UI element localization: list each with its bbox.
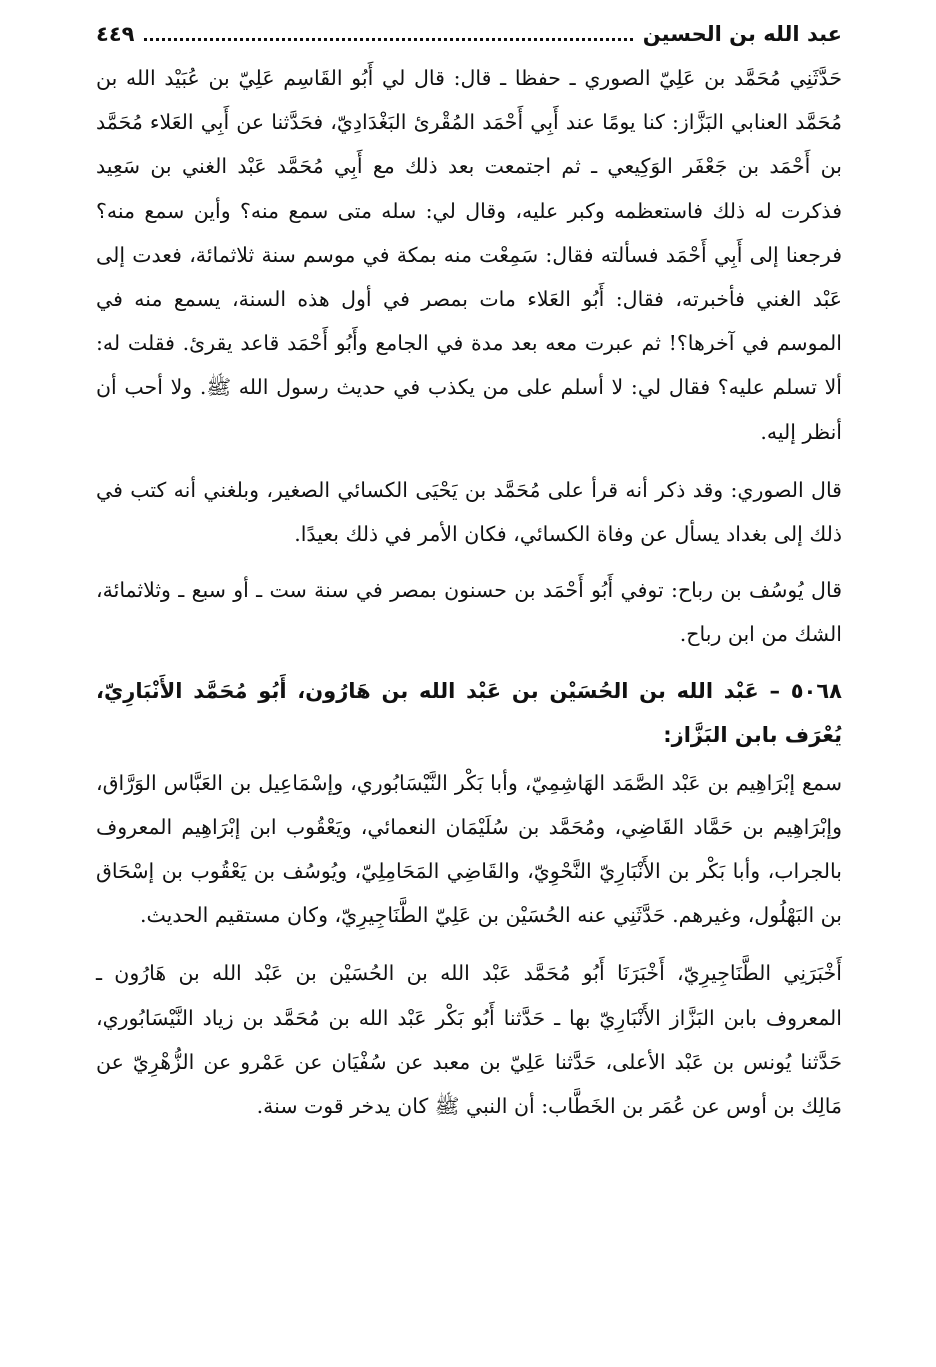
paragraph-yusuf-death-date: قال يُوسُف بن رباح: توفي أَبُو أَحْمَد بن حسنون بمصر في سنة ست ـ أو سبع ـ وثلاثمائة، الشك من ابن رباح.: [96, 578, 842, 647]
paragraph-hadith-isnad: أَخْبَرَنِي الطَّنَاجِيرِيّ، أَخْبَرَنَا أَبُو مُحَمَّد عَبْد الله بن الحُسَيْن بن عَبْد الله بن هَارُون ـ المعروف بابن البَزَّاز الأَنْبَارِيّ بها ـ حَدَّثنا أَبُو بَكْر عَبْد الله بن مُحَمَّد بن زياد النَّيْسَابُوري، حَدَّثنا يُونس بن عَبْد الأعلى، حَدَّثنا عَلِيّ بن معبد عن سُفْيَان عن عَمْرو عن الزُّهْرِيّ عن مَالِك بن أوس عن عُمَر بن الخَطَّاب: أن النبي ﷺ كان يدخر قوت سنة.: [96, 961, 842, 1119]
page-number: ٤٤٩: [96, 22, 135, 46]
entry-heading-5068: ٥٠٦٨ – عَبْد الله بن الحُسَيْن بن عَبْد الله بن هَارُون، أَبُو مُحَمَّد الأَنْبَارِيّ، يُعْرَف بابن البَزَّاز:: [96, 678, 842, 747]
running-header: [96, 14, 842, 54]
header-title: عبد الله بن الحسين: [642, 22, 842, 46]
paragraph-sury-narration: حَدَّثَنِي مُحَمَّد بن عَلِيّ الصوري ـ حفظا ـ قال: قال لي أَبُو القَاسِم عَلِيّ بن عُبَيْد الله بن مُحَمَّد العنابي البَزَّاز: كنا يومًا عند أَبِي أَحْمَد المُقْرئ البَغْدَادِيّ، فحَدَّثنا عن أَبِي العَلاء مُحَمَّد بن أَحْمَد بن جَعْفَر الوَكِيعي ـ ثم اجتمعت بعد ذلك مع أَبِي مُحَمَّد عَبْد الغني بن سَعِيد فذكرت له ذلك فاستعظمه وكبر عليه، وقال لي: سله متى سمع منه؟ وأين سمع منه؟ فرجعنا إلى أَبِي أَحْمَد فسألته فقال: سَمِعْت منه بمكة في موسم سنة ثلاثمائة، فعدت إلى عَبْد الغني فأخبرته، فقال: أَبُو العَلاء مات بمصر في أول هذه السنة، يسمع منه في الموسم في آخرها؟! ثم عبرت معه بعد مدة في الجامع وأَبُو أَحْمَد قاعد يقرئ. فقلت له: ألا تسلم عليه؟ فقال لي: لا أسلم على من يكذب في حديث رسول الله ﷺ. ولا أحب أن أنظر إليه.: [96, 66, 842, 444]
paragraph-teachers-list: سمع إبْرَاهِيم بن عَبْد الصَّمَد الهَاشِمِيّ، وأبا بَكْر النَّيْسَابُوري، وإسْمَاعِيل بن العَبَّاس الوَرَّاق، وإبْرَاهِيم بن حَمَّاد القَاضِي، ومُحَمَّد بن سُلَيْمَان النعمائي، ويَعْقُوب ابن إبْرَاهِيم المعروف بالجراب، وأبا بَكْر بن الأَنْبَارِيّ النَّحْوِيّ، والقَاضِي المَحَامِلِيّ، ويُوسُف بن يَعْقُوب بن إسْحَاق بن البَهْلُول، وغيرهم. حَدَّثَنِي عنه الحُسَيْن بن عَلِيّ الطَّنَاجِيرِيّ، وكان مستقيم الحديث.: [96, 770, 842, 928]
header-dot-leader: [144, 38, 632, 41]
paragraph-sury-kisai: قال الصوري: وقد ذكر أنه قرأ على مُحَمَّد بن يَحْيَى الكسائي الصغير، وبلغني أنه كتب في ذلك إلى بغداد يسأل عن وفاة الكسائي، فكان الأمر في ذلك بعيدًا.: [96, 477, 842, 547]
